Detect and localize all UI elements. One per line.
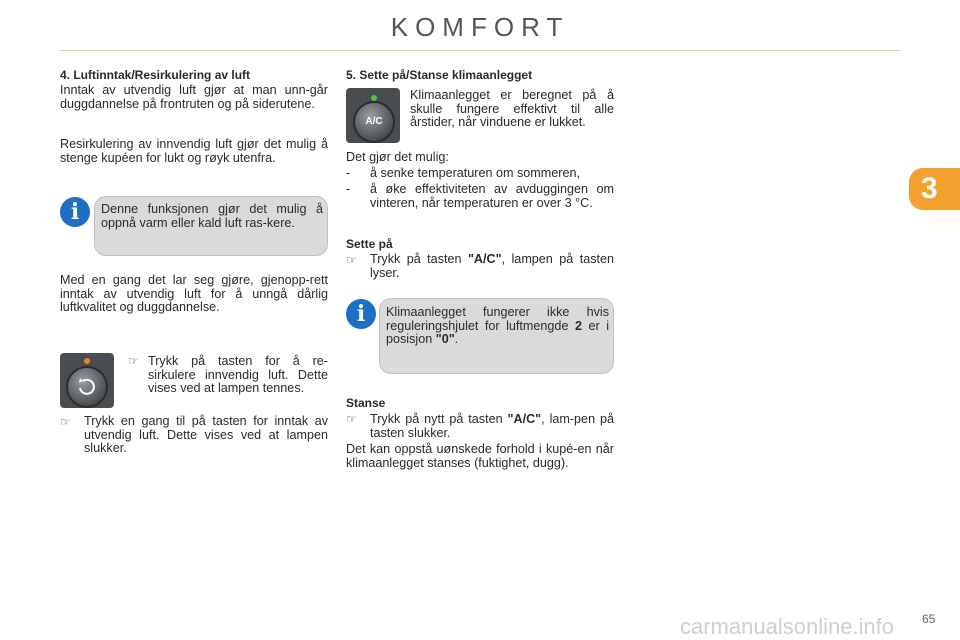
info-text: Klimaanlegget fungerer ikke hvis reguleringshjulet for luftmengde 2 er i posisjon "0". — [386, 305, 610, 346]
paragraph-outside-air: Inntak av utvendig luft gjør at man unn-går duggdannelse på frontruten og på siderutene. — [60, 83, 328, 111]
info-box-ac-airflow — [379, 298, 614, 374]
info-text: Denne funksjonen gjør det mulig å oppnå varm eller kald luft ras-kere. — [101, 202, 323, 230]
list-item-cool: å senke temperaturen om sommeren, — [370, 166, 580, 180]
bullet-turn-on: Trykk på tasten "A/C", lampen på tasten lyser. — [370, 252, 614, 280]
list-item-defog: å øke effektiviteten av avduggingen om vinteren, når temperaturen er over 3 °C. — [370, 182, 614, 210]
paragraph-restore-intake: Med en gang det lar seg gjøre, gjenopp-rett inntak av utvendig luft for å unngå dårlig luftkvalitet og duggdannelse. — [60, 273, 328, 314]
bullet-turn-off: Trykk på nytt på tasten "A/C", lam-pen på tasten slukker. — [370, 412, 614, 440]
section-heading-ac: 5. Sette på/Stanse klimaanlegget — [346, 68, 533, 82]
pointing-finger-icon: ☞ — [60, 415, 71, 429]
dash-marker: - — [346, 182, 351, 196]
subheading-turn-off: Stanse — [346, 396, 386, 410]
paragraph-ac-intro: Klimaanlegget er beregnet på å skulle fungere effektivt til alle årstider, når vinduene er lukket. — [410, 88, 614, 129]
section-heading-air-intake: 4. Luftinntak/Resirkulering av luft — [60, 68, 251, 82]
paragraph-recirculation: Resirkulering av innvendig luft gjør det mulig å stenge kupéen for lukt og røyk utenfra. — [60, 137, 328, 165]
pointing-finger-icon: ☞ — [128, 354, 139, 368]
paragraph-possible: Det gjør det mulig: — [346, 150, 449, 164]
recirculation-button-image — [60, 353, 114, 408]
dash-marker: - — [346, 166, 351, 180]
recirculation-knob — [66, 366, 108, 408]
info-icon: i — [60, 197, 90, 227]
recirculation-icon — [68, 368, 106, 406]
page-title: KOMFORT — [390, 12, 570, 42]
watermark: carmanualsonline.info — [680, 614, 895, 639]
chapter-tab: 3 — [909, 168, 960, 210]
header-rule — [60, 50, 900, 51]
ac-knob: A/C — [353, 101, 395, 143]
led-icon — [84, 358, 90, 364]
pointing-finger-icon: ☞ — [346, 412, 357, 426]
info-icon: i — [346, 299, 376, 329]
bullet-recirculate: Trykk på tasten for å re-sirkulere innvendig luft. Dette vises ved at lampen tennes. — [148, 354, 328, 395]
bullet-outside-intake: Trykk en gang til på tasten for inntak av utvendig luft. Dette vises ved at lampen slukker. — [84, 414, 328, 455]
subheading-turn-on: Sette på — [346, 237, 393, 251]
pointing-finger-icon: ☞ — [346, 253, 357, 267]
info-box-fast-air — [94, 196, 328, 256]
ac-button-image — [346, 88, 400, 143]
paragraph-turn-off-effects: Det kan oppstå uønskede forhold i kupé-en når klimaanlegget stanses (fuktighet, dugg). — [346, 442, 614, 470]
page-number: 65 — [922, 612, 936, 626]
